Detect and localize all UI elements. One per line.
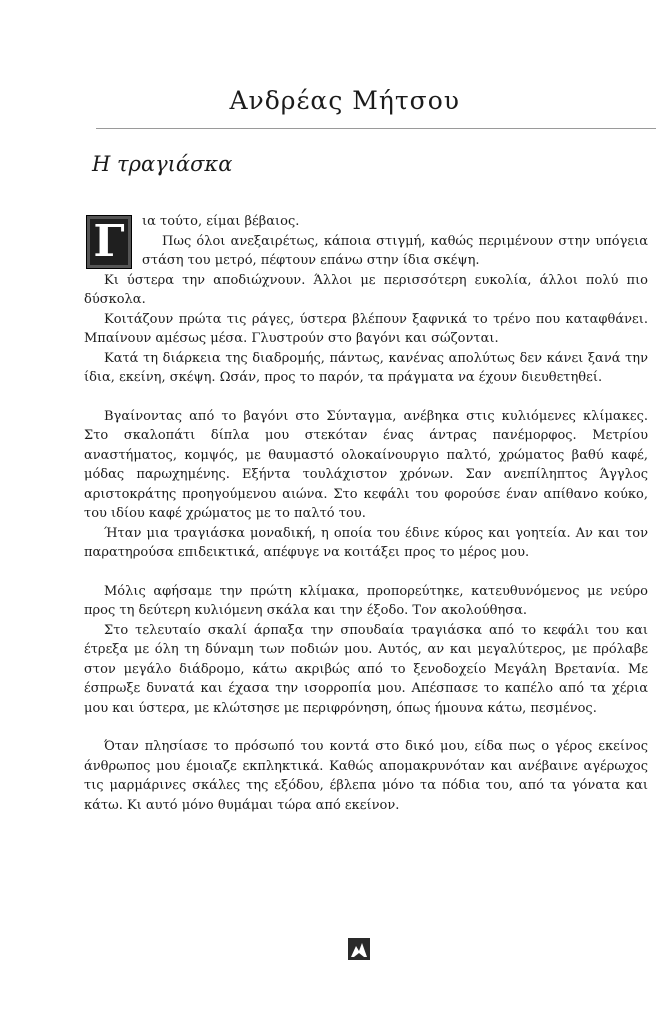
header-rule <box>96 128 656 129</box>
paragraph: Κατά τη διάρκεια της διαδρομής, πάντως, κανένας απολύτως δεν κάνει ξανά την ίδια, εκείνη, σκέψη. Ωσάν, προς το παρόν, τα πράγματα να έχουν διευθετηθεί. <box>84 350 648 385</box>
story-body <box>84 212 648 815</box>
paragraph: Βγαίνοντας από το βαγόνι στο Σύνταγμα, ανέβηκα στις κυλιόμενες κλίμακες. Στο σκαλοπάτι δίπλα μου στεκόταν ένας άντρας πανέμορφος. Μετρίου αναστήματος, κομψός, με θαυμαστό ολοκαίνουργιο παλτό, χρώματος βαθύ καφέ, μόδας παρωχημένης. Εξήντα τουλάχιστον χρόνων. Σαν ανεπίληπτος Άγγλος αριστοκράτης προηγούμενου αιώνα. Στο κεφάλι του φορούσε έναν απίθανο κούκο, του ιδίου καφέ χρώματος με το παλτό του. <box>84 408 648 521</box>
author-name: Ανδρέας Μήτσου <box>229 86 460 115</box>
publisher-emblem-icon <box>348 938 370 960</box>
paragraph: Μόλις αφήσαμε την πρώτη κλίμακα, προπορεύτηκε, κατευθυνόμενος με νεύρο προς τη δεύτερη κυλιόμενη σκάλα και την έξοδο. Τον ακολούθησα. <box>84 583 648 618</box>
drop-cap: Γ <box>86 215 132 269</box>
paragraph: Όταν πλησίασε το πρόσωπό του κοντά στο δικό μου, είδα πως ο γέρος εκείνος άνθρωπος μου έμοιαζε εκπληκτικά. Καθώς απομακρυνόταν και ανέβαινε αγέρωχος τις μαρμάρινες σκάλες της εξόδου, έβλεπα μόνο τα πόδια του, από τα γόνατα και κάτω. Κι αυτό μόνο θυμάμαι τώρα από εκείνον. <box>84 739 648 813</box>
paragraph-list <box>84 212 648 815</box>
paragraph: Ήταν μια τραγιάσκα μοναδική, η οποία του έδινε κύρος και γοητεία. Αν και τον παρατηρούσα επιδεικτικά, απέφυγε να κοιτάξει προς το μέρος μου. <box>84 525 648 560</box>
paragraph: Κι ύστερα την αποδιώχνουν. Άλλοι με περισσότερη ευκολία, άλλοι πολύ πιο δύσκολα. <box>84 272 648 307</box>
story-title: Η τραγιάσκα <box>92 152 233 176</box>
paragraph: Κοιτάζουν πρώτα τις ράγες, ύστερα βλέπουν ξαφνικά το τρένο που καταφθάνει. Μπαίνουν αμέσως μέσα. Γλυστρούν στο βαγόνι και σώζονται. <box>84 311 648 346</box>
paragraph: Πως όλοι ανεξαιρέτως, κάποια στιγμή, καθώς περιμένουν στην υπόγεια στάση του μετρό, πέφτουν επάνω στην ίδια σκέψη. <box>142 233 648 268</box>
paragraph: ια τούτο, είμαι βέβαιος. <box>142 214 300 229</box>
paragraph: Στο τελευταίο σκαλί άρπαξα την σπουδαία τραγιάσκα από το κεφάλι του και έτρεξα με όλη τη δύναμη των ποδιών μου. Αυτός, αν και μεγαλύτερος, με πρόλαβε στον μεγάλο διάδρομο, κάτω ακριβώς από το ξενοδοχείο Μεγάλη Βρετανία. Με έσπρωξε δυνατά και έχασα την ισορροπία μου. Απέσπασε το καπέλο από τα χέρια μου και ύστερα, με κλώτσησε με περιφρόνηση, όπως ήμουνα κάτω, πεσμένος. <box>84 622 648 716</box>
